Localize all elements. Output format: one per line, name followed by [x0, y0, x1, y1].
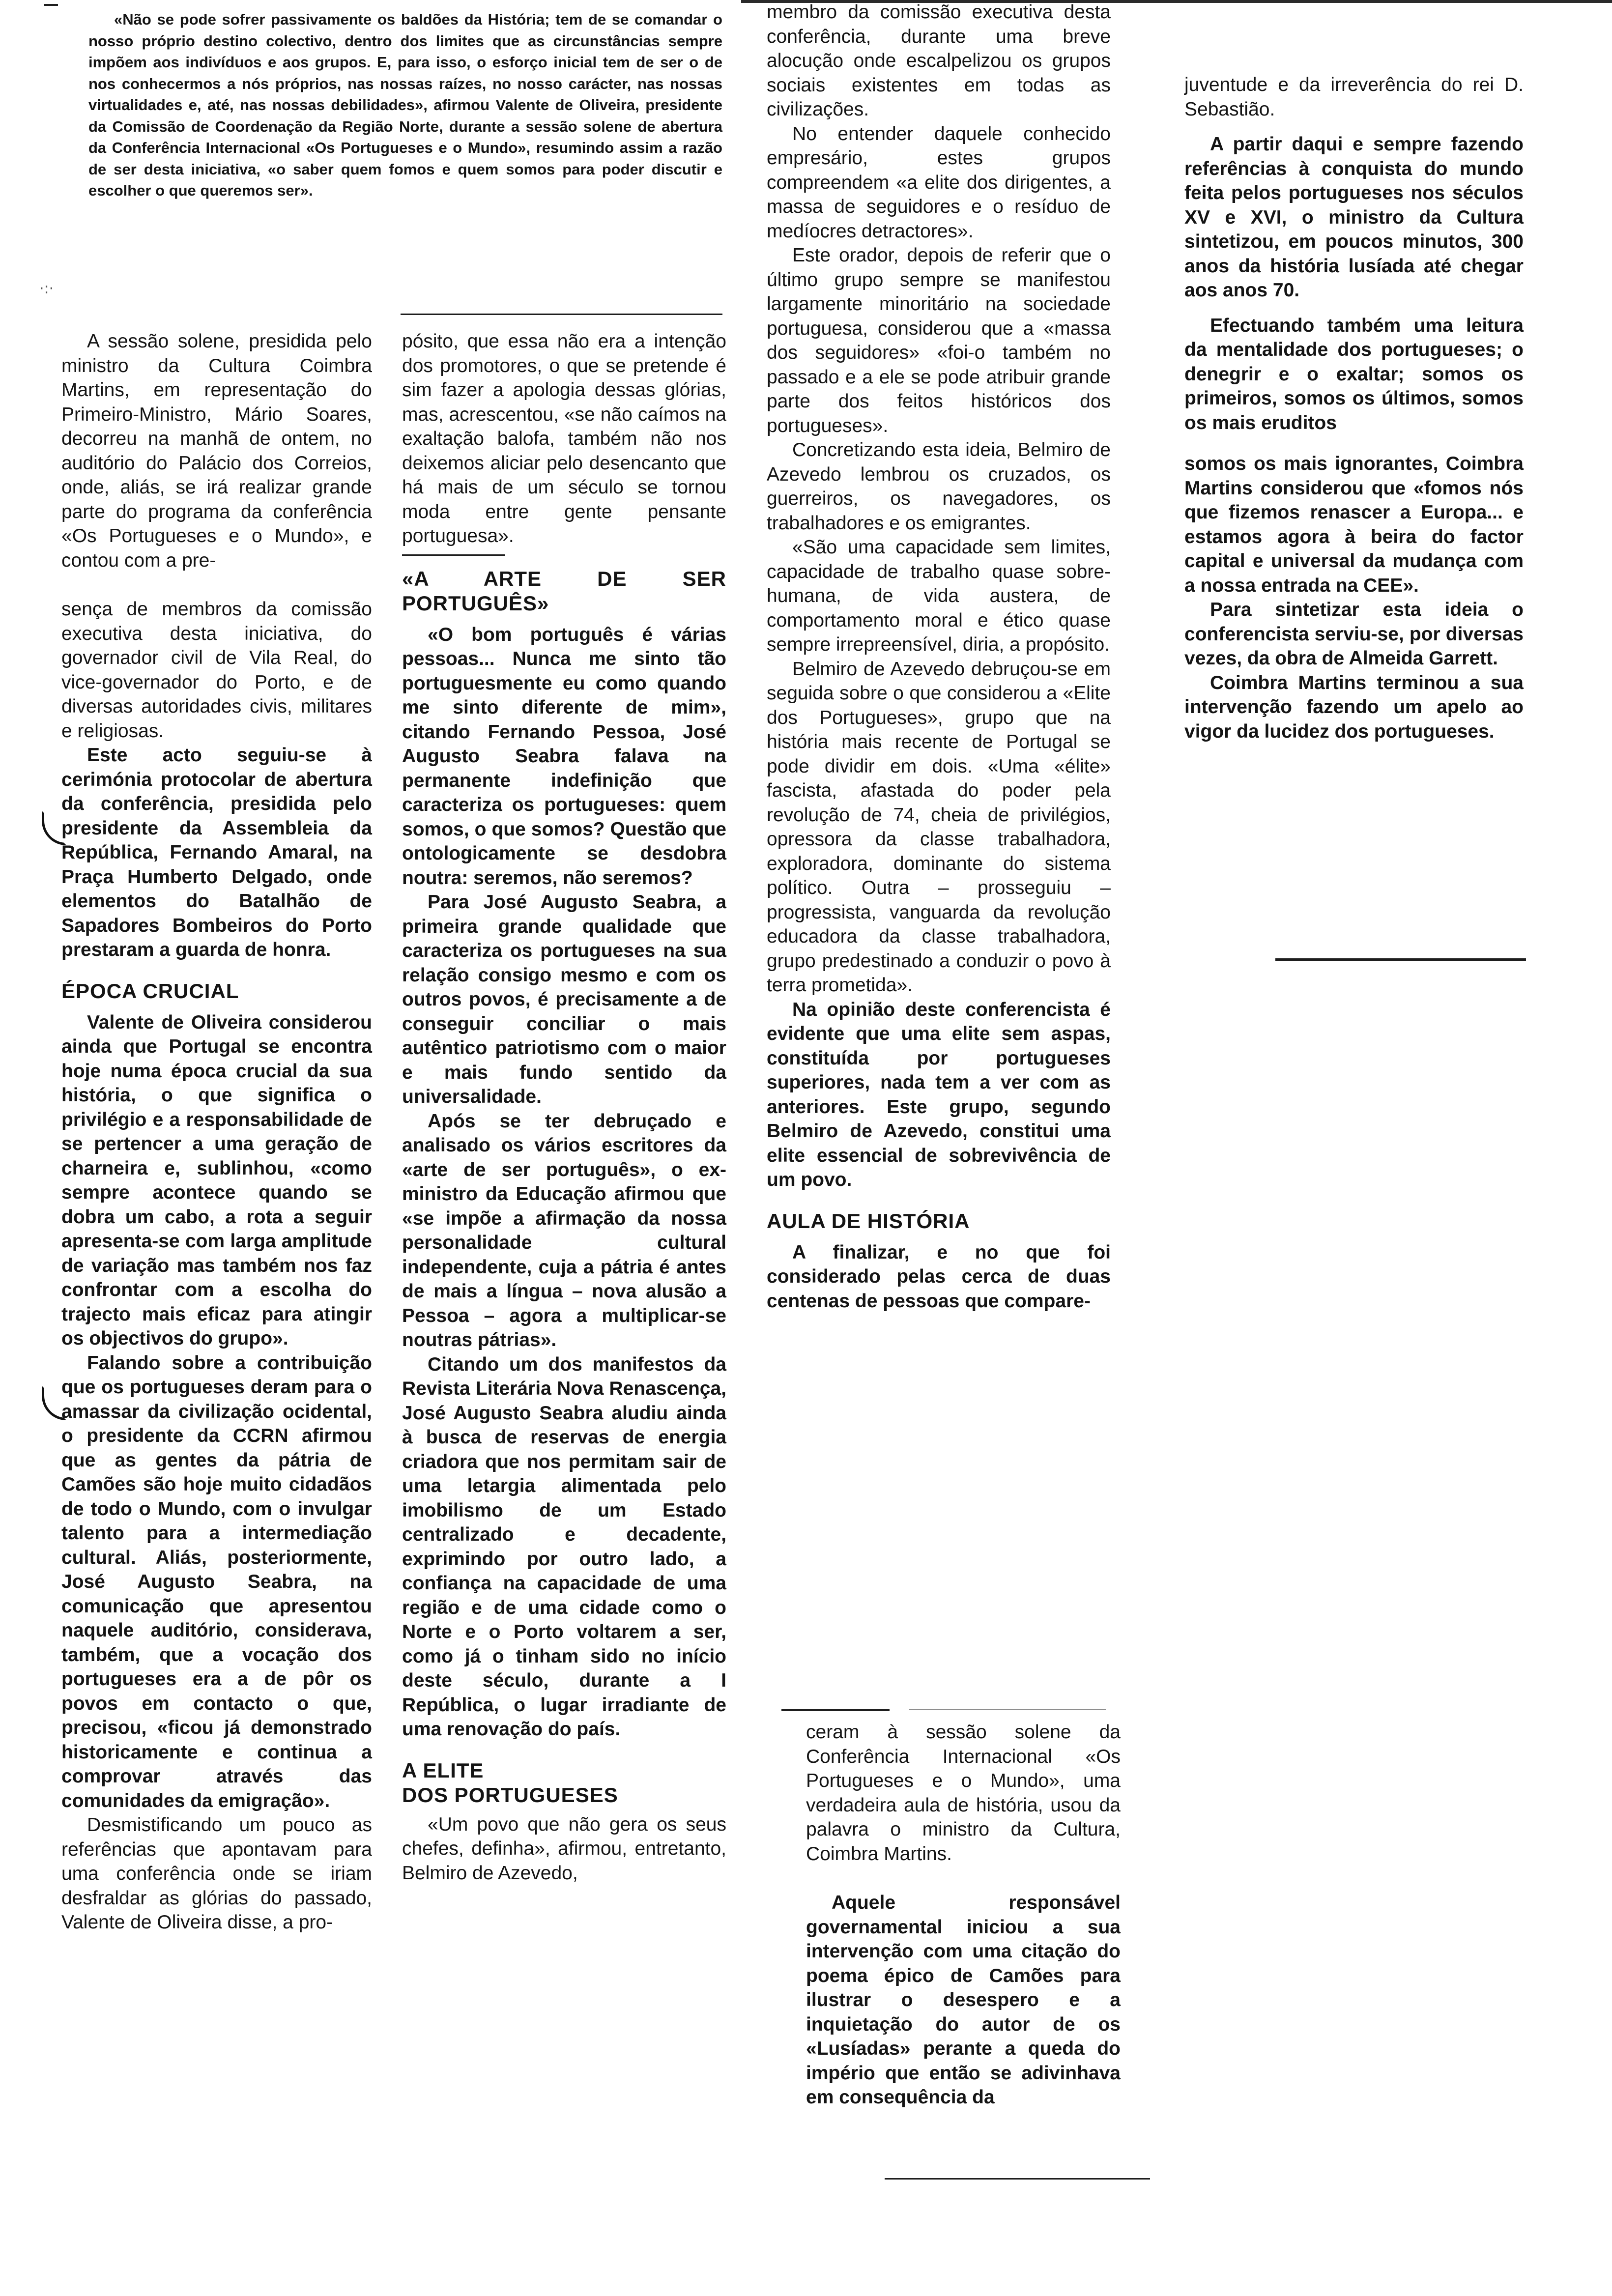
column-3-continued — [806, 1720, 1121, 2110]
col3-paragraph-7: Na opinião deste conferencista é evidente que uma elite sem aspas, constituída por portugueses superiores, nada tem a ver com as anteriores. Este grupo, segundo Belmiro de Azevedo, constitui uma elite essencial de sobrevivência de um povo. — [767, 999, 1111, 1190]
column-4 — [1184, 73, 1524, 744]
column-3 — [767, 0, 1111, 1313]
col3b-paragraph-1: ceram à sessão solene da Conferência Internacional «Os Portugueses e o Mundo», uma verdadeira aula de história, usou da palavra o ministro da Cultura, Coimbra Martins. — [806, 1722, 1121, 1865]
col3-paragraph-8: A finalizar, e no que foi considerado pelas cerca de duas centenas de pessoas que compare- — [767, 1241, 1111, 1312]
scan-speck: ·:· — [39, 280, 54, 297]
col3-paragraph-3: Este orador, depois de referir que o último grupo sempre se manifestou largamente minoritário na sociedade portuguesa, considerou que a «massa dos seguidores» «foi-o também no passado e a ele se pode atribuir grande parte dos feitos históricos dos portugueses». — [767, 245, 1111, 436]
lead-separator-rule — [401, 314, 722, 315]
col3-paragraph-4: Concretizando esta ideia, Belmiro de Azevedo lembrou os cruzados, os guerreiros, os navegadores, os trabalhadores e os emigrantes. — [767, 439, 1111, 534]
col3-end-rule — [885, 2178, 1150, 2180]
col4-paragraph-6: Coimbra Martins terminou a sua intervenção fazendo um apelo ao vigor da lucidez dos portugueses. — [1184, 672, 1524, 742]
col3-separator-rule — [781, 1709, 890, 1711]
col2-heading-line-1: A ELITE — [402, 1758, 484, 1782]
col3-separator-dashes — [909, 1709, 1106, 1710]
col2-paragraph-6: «Um povo que não gera os seus chefes, definha», afirmou, entretanto, Belmiro de Azevedo, — [402, 1813, 726, 1884]
col2-rule — [402, 554, 505, 556]
col1-paragraph-2: sença de membros da comissão executiva desta iniciativa, do governador civil de Vila Real, do vice-governador do Porto, e de diversas autoridades civis, militares e religiosas. — [61, 599, 372, 742]
lead-text: «Não se pode sofrer passivamente os baldões da História; tem de se comandar o nosso próprio destino colectivo, dentro dos limites que as circunstâncias sempre impõem aos indivíduos e aos grupos. E, para isso, o esforço inicial tem de ser o de nos conhecermos a nós próprios, nas nossas raízes, no nosso carácter, nas nossas virtualidades e, até, nas nossas debilidades», afirmou Valente de Oliveira, presidente da Comissão de Coordenação da Região Norte, durante a sessão solene de abertura da Conferência Internacional «Os Portugueses e o Mundo», resumindo assim a razão de ser desta iniciativa, «o saber quem fomos e quem somos para poder discutir e escolher o que queremos ser». — [88, 11, 722, 199]
col4-paragraph-5: Para sintetizar esta ideia o conferencista serviu-se, por diversas vezes, da obra de Almeida Garrett. — [1184, 599, 1524, 669]
column-1 — [61, 329, 372, 1935]
col3-paragraph-6: Belmiro de Azevedo debruçou-se em seguida sobre o que considerou a «Elite dos Portugueses», grupo que na história mais recente de Portugal se pode dividir em dois. «Uma «élite» fascista, afastada do poder pela revolução de 74, cheia de privilégios, opressora da classe trabalhadora, exploradora, dominante do sistema político. Outra – prosseguiu – progressista, vanguarda da revolução educadora da classe trabalhadora, grupo predestinado a conduzir o povo à terra prometida». — [767, 658, 1111, 996]
column-2 — [402, 329, 726, 1885]
col1-paragraph-3: Este acto seguiu-se à cerimónia protocolar de abertura da conferência, presidida pelo presidente da Assembleia da República, Fernando Amaral, na Praça Humberto Delgado, onde elementos do Batalhão de Sapadores Bombeiros do Porto prestaram a guarda de honra. — [61, 745, 372, 960]
col2-paragraph-2: «O bom português é várias pessoas... Nunca me sinto tão portuguesmente eu como quando me sinto diferente de mim», citando Fernando Pessoa, José Augusto Seabra falava na permanente indefinição que caracteriza os portugueses: quem somos, o que somos? Questão que ontologicamente se desdobra noutra: seremos, não seremos? — [402, 624, 726, 889]
col1-heading-epoca-crucial: ÉPOCA CRUCIAL — [61, 979, 239, 1003]
col3-heading-aula-de-historia: AULA DE HISTÓRIA — [767, 1209, 970, 1233]
top-left-tick — [44, 4, 58, 6]
col1-paragraph-1: A sessão solene, presidida pelo ministro da Cultura Coimbra Martins, em representação do Primeiro-Ministro, Mário Soares, decorreu na manhã de ontem, no auditório do Palácio dos Correios, onde, aliás, se irá realizar grande parte do programa da conferência «Os Portugueses e o Mundo», e contou com a pre- — [61, 331, 372, 571]
col4-end-rule — [1275, 958, 1526, 961]
scan-fold-mark — [42, 1386, 66, 1420]
col3b-paragraph-2: Aquele responsável governamental iniciou a sua intervenção com uma citação do poema épico de Camões para ilustrar o desespero e a inquietação do autor de os «Lusíadas» perante a queda do império que então se adivinhava em consequência da — [806, 1892, 1121, 2108]
lead-paragraph — [88, 9, 722, 201]
col2-paragraph-4: Após se ter debruçado e analisado os vários escritores da «arte de ser português», o ex-ministro da Educação afirmou que «se impõe a afirmação da nossa personalidade cultural independente, cuja a pátria é antes de mais a língua – nova alusão a Pessoa – agora a multiplicar-se noutras pátrias». — [402, 1110, 726, 1350]
col4-paragraph-1: juventude e da irreverência do rei D. Sebastião. — [1184, 74, 1524, 120]
col3-paragraph-2: No entender daquele conhecido empresário, estes grupos compreendem «a elite dos dirigentes, a massa de seguidores e o resíduo de medíocres detractores». — [767, 123, 1111, 242]
scan-fold-mark — [42, 811, 66, 845]
col2-paragraph-1: pósito, que essa não era a intenção dos promotores, o que se pretende é sim fazer a apologia dessas glórias, mas, acrescentou, «se não caímos na exaltação balofa, também não nos deixemos aliciar pelo desencanto que há mais de um século se tornou moda entre gente pensante portuguesa». — [402, 331, 726, 546]
col1-paragraph-5: Falando sobre a contribuição que os portugueses deram para o amassar da civilização ocidental, o presidente da CCRN afirmou que as gentes da pátria de Camões são hoje muito cidadãos de todo o Mundo, com o invulgar talento para a intermediação cultural. Aliás, posteriormente, José Augusto Seabra, na comunicação que apresentou naquele auditório, considerava, também, que a vocação dos portugueses era a de pôr os povos em contacto o que, precisou, «ficou já demonstrado historicamente e continua a comprovar através das comunidades da emigração». — [61, 1352, 372, 1811]
col4-paragraph-4: somos os mais ignorantes, Coimbra Martins considerou que «fomos nós que fizemos renascer a Europa... e estamos agora à beira do factor capital e universal da mudança com a nossa entrada na CEE». — [1184, 453, 1524, 596]
col3-paragraph-1: membro da comissão executiva desta conferência, durante uma breve alocução onde escalpelizou os grupos sociais existentes em todas as civilizações. — [767, 1, 1111, 120]
col1-paragraph-6: Desmistificando um pouco as referências que apontavam para uma conferência onde se iriam desfraldar as glórias do passado, Valente de Oliveira disse, a pro- — [61, 1814, 372, 1933]
col4-paragraph-3: Efectuando também uma leitura da mentalidade dos portugueses; o denegrir e o exaltar; somos os primeiros, somos os últimos, somos os mais eruditos — [1184, 315, 1524, 433]
col2-heading-arte-de-ser-portugues: «A ARTE DE SER PORTUGUÊS» — [402, 567, 726, 615]
col3-paragraph-5: «São uma capacidade sem limites, capacidade de trabalho quase sobre-humana, de vida austera, de comportamento moral e ético quase sempre irrepreensível, diria, a propósito. — [767, 537, 1111, 655]
col4-paragraph-2: A partir daqui e sempre fazendo referências à conquista do mundo feita pelos portugueses nos séculos XV e XVI, o ministro da Cultura sintetizou, em poucos minutos, 300 anos da história lusíada até chegar aos anos 70. — [1184, 134, 1524, 301]
col2-paragraph-5: Citando um dos manifestos da Revista Literária Nova Renascença, José Augusto Seabra aludiu ainda à busca de reservas de energia criadora que nos permitam sair de uma letargia alimentada pelo imobilismo de um Estado centralizado e decadente, exprimindo por outro lado, a confiança na capacidade de uma região e de uma cidade como o Norte e o Porto voltarem a ser, como já o tinham sido no início deste século, durante a I República, o lugar irradiante de uma renovação do país. — [402, 1353, 726, 1740]
col1-paragraph-4: Valente de Oliveira considerou ainda que Portugal se encontra hoje numa época crucial da sua história, o que significa o privilégio e a responsabilidade de se pertencer a uma geração de charneira e, sublinhou, «como sempre acontece quando se dobra um cabo, a rota a seguir apresenta-se com larga amplitude de variação mas também nos faz confrontar com a escolha do trajecto mais eficaz para atingir os objectivos do grupo». — [61, 1011, 372, 1349]
col2-heading-line-2: DOS PORTUGUESES — [402, 1783, 618, 1807]
col2-paragraph-3: Para José Augusto Seabra, a primeira grande qualidade que caracteriza os portugueses na sua relação consigo mesmo e com os outros povos, é precisamente a de conseguir conciliar o mais autêntico patriotismo com o maior e mais fundo sentido da universalidade. — [402, 891, 726, 1107]
col2-heading-a-elite — [402, 1758, 726, 1808]
